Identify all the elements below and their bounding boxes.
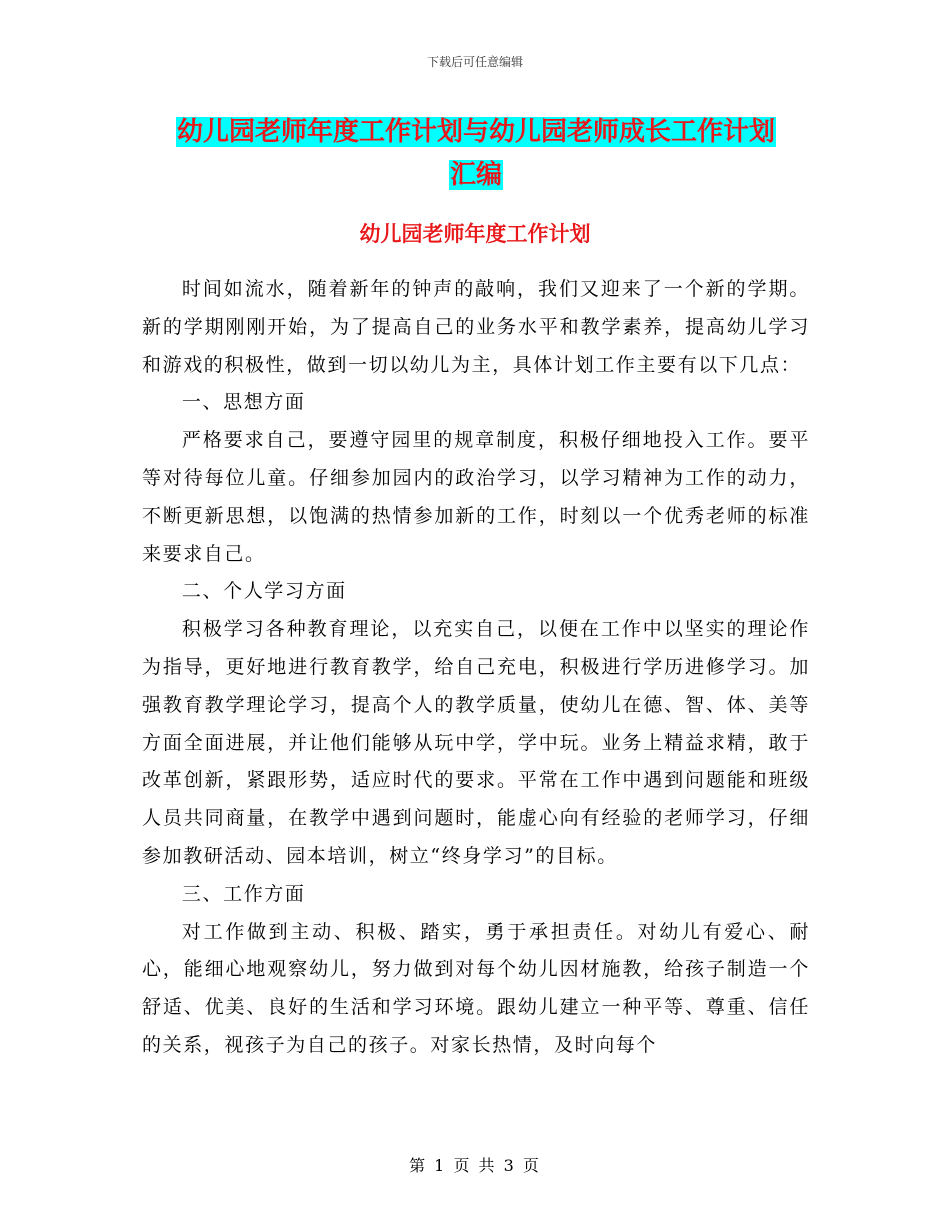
paragraph-work: 对工作做到主动、积极、踏实，勇于承担责任。对幼儿有爱心、耐心，能细心地观察幼儿，努力做到对每个幼儿因材施教，给孩子制造一个舒适、优美、良好的生活和学习环境。跟幼儿建立一种平等、尊重、信任的关系，视孩子为自己的孩子。对家长热情，及时向每个 bbox=[142, 920, 810, 1056]
heading-work: 三、工作方面 bbox=[181, 882, 306, 905]
heading-thought: 一、思想方面 bbox=[181, 391, 306, 414]
header-note: 下载后可任意编辑 bbox=[426, 55, 523, 69]
title-line-1-text: 幼儿园老师年度工作计划与幼儿园老师成长工作计划 bbox=[176, 117, 775, 147]
document-title-line-1 bbox=[142, 110, 810, 154]
body-text bbox=[142, 271, 810, 1065]
title-line-2-text: 汇编 bbox=[449, 160, 502, 190]
heading-study: 二、个人学习方面 bbox=[181, 580, 347, 603]
document-title-line-2 bbox=[142, 153, 810, 197]
paragraph-study: 积极学习各种教育理论，以充实自己，以便在工作中以坚实的理论作为指导，更好地进行教育教学，给自己充电，积极进行学历进修学习。加强教育教学理论学习，提高个人的教学质量，使幼儿在德、智、体、美等方面全面进展，并让他们能够从玩中学，学中玩。业务上精益求精，敢于改革创新，紧跟形势，适应时代的要求。平常在工作中遇到问题能和班级人员共同商量，在教学中遇到问题时，能虚心向有经验的老师学习，仔细参加教研活动、园本培训，树立“终身学习”的目标。 bbox=[142, 618, 810, 867]
paragraph-thought: 严格要求自己，要遵守园里的规章制度，积极仔细地投入工作。要平等对待每位儿童。仔细参加园内的政治学习，以学习精神为工作的动力，不断更新思想，以饱满的热情参加新的工作，时刻以一个优秀老师的标准来要求自己。 bbox=[142, 429, 810, 565]
paragraph-intro: 时间如流水，随着新年的钟声的敲响，我们又迎来了一个新的学期。新的学期刚刚开始，为了提高自己的业务水平和教学素养，提高幼儿学习和游戏的积极性，做到一切以幼儿为主，具体计划工作主要有以下几点： bbox=[142, 278, 810, 376]
section-title: 幼儿园老师年度工作计划 bbox=[359, 222, 591, 246]
page-footer: 第 1 页 共 3 页 bbox=[409, 1156, 541, 1175]
